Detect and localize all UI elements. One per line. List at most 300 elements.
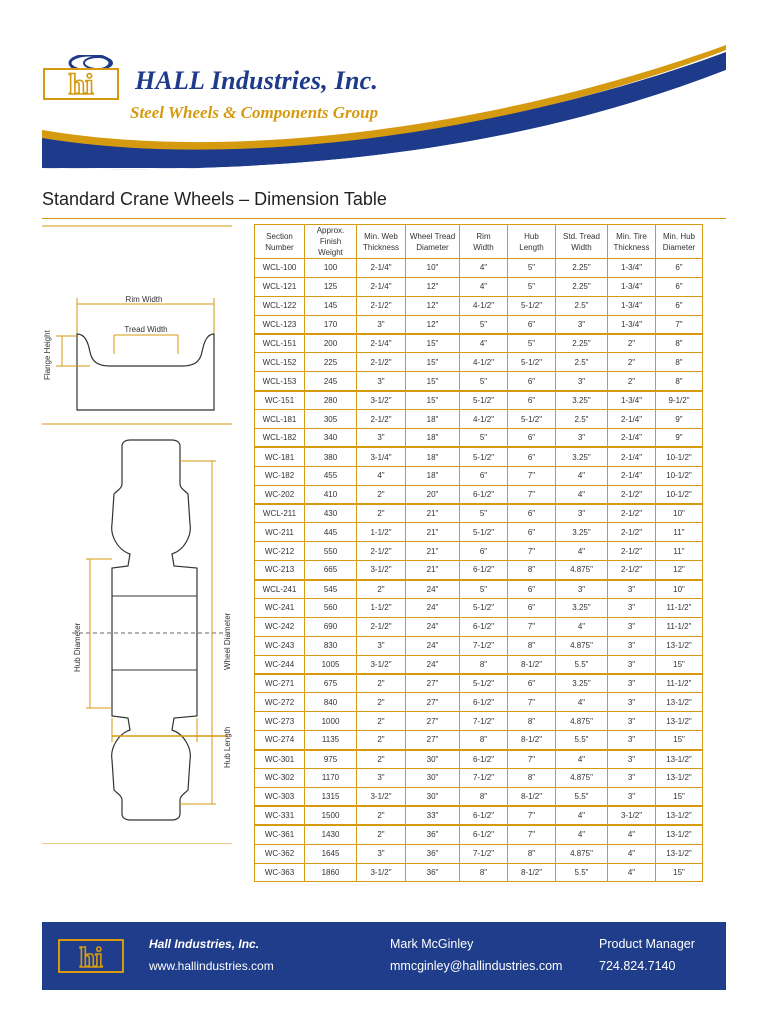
table-cell: 2"	[357, 693, 406, 712]
table-row	[255, 825, 703, 844]
column-header-line: Diameter	[662, 242, 696, 252]
table-row	[255, 410, 703, 429]
table-cell: 8"	[508, 712, 556, 731]
table-cell: 11"	[656, 523, 703, 542]
table-cell: 4"	[556, 617, 608, 636]
table-cell: 975	[305, 750, 357, 769]
table-cell: 830	[305, 636, 357, 655]
table-cell: 18"	[406, 429, 460, 448]
table-cell: 36"	[406, 844, 460, 863]
table-cell: 2-1/4"	[608, 410, 656, 429]
table-cell: 2-1/4"	[608, 447, 656, 466]
table-cell: 545	[305, 580, 357, 599]
table-cell: 4.875"	[556, 844, 608, 863]
table-cell: 24"	[406, 599, 460, 618]
table-cell: 6"	[656, 277, 703, 296]
table-cell: 6"	[508, 523, 556, 542]
table-cell: 6-1/2"	[460, 750, 508, 769]
table-cell: 2.5"	[556, 410, 608, 429]
tread-width-label: Tread Width	[124, 325, 168, 334]
table-cell: 225	[305, 353, 357, 372]
table-cell: 2-1/4"	[608, 429, 656, 448]
table-cell: 9"	[656, 429, 703, 448]
table-cell: 3-1/2"	[357, 561, 406, 580]
table-cell: 15"	[406, 372, 460, 391]
table-cell: 3.25"	[556, 599, 608, 618]
table-cell: 27"	[406, 731, 460, 750]
column-header-line: Width	[473, 242, 494, 252]
table-cell: 3"	[357, 636, 406, 655]
table-cell: 21"	[406, 504, 460, 523]
footer-logo	[58, 936, 124, 976]
table-cell: 4-1/2"	[460, 353, 508, 372]
table-cell: 13-1/2"	[656, 693, 703, 712]
table-row	[255, 259, 703, 278]
table-cell: 12"	[656, 561, 703, 580]
table-cell: 1430	[305, 825, 357, 844]
table-cell: 5"	[460, 504, 508, 523]
table-cell: WC-273	[255, 712, 305, 731]
table-cell: 3"	[608, 712, 656, 731]
table-cell: 5"	[508, 259, 556, 278]
table-row	[255, 485, 703, 504]
table-cell: 13-1/2"	[656, 825, 703, 844]
table-cell: 3-1/2"	[357, 787, 406, 806]
table-cell: 1-1/2"	[357, 599, 406, 618]
table-cell: 5"	[460, 315, 508, 334]
table-cell: 12"	[406, 315, 460, 334]
footer-company-name: Hall Industries, Inc.	[149, 937, 260, 951]
table-cell: 3"	[608, 599, 656, 618]
table-row	[255, 844, 703, 863]
page-title: Standard Crane Wheels – Dimension Table	[42, 189, 387, 209]
table-cell: 2-1/2"	[357, 353, 406, 372]
table-cell: 305	[305, 410, 357, 429]
column-header-line: Diameter	[416, 242, 449, 252]
table-cell: 9"	[656, 410, 703, 429]
table-cell: 4"	[556, 825, 608, 844]
table-cell: WC-242	[255, 617, 305, 636]
table-cell: 15"	[656, 655, 703, 674]
table-cell: 4.875"	[556, 561, 608, 580]
table-row	[255, 429, 703, 448]
table-cell: 3"	[357, 844, 406, 863]
table-cell: 5"	[460, 429, 508, 448]
table-cell: 4-1/2"	[460, 296, 508, 315]
table-cell: 3"	[556, 504, 608, 523]
table-cell: 7"	[508, 542, 556, 561]
table-cell: 340	[305, 429, 357, 448]
table-cell: WCL-123	[255, 315, 305, 334]
table-row	[255, 712, 703, 731]
column-header	[508, 225, 556, 259]
table-cell: 5-1/2"	[460, 447, 508, 466]
table-cell: 6-1/2"	[460, 806, 508, 825]
table-cell: 4"	[556, 542, 608, 561]
table-cell: 1315	[305, 787, 357, 806]
table-cell: 665	[305, 561, 357, 580]
footer-contact-role: Product Manager	[599, 937, 695, 951]
table-cell: 5-1/2"	[508, 353, 556, 372]
table-cell: WC-363	[255, 863, 305, 882]
table-cell: 6"	[656, 296, 703, 315]
table-cell: 10"	[656, 504, 703, 523]
table-cell: 3.25"	[556, 391, 608, 410]
table-cell: 8"	[508, 561, 556, 580]
column-header-line: Width	[571, 242, 592, 252]
table-row	[255, 315, 703, 334]
table-cell: 3"	[357, 372, 406, 391]
table-cell: 1170	[305, 769, 357, 788]
table-cell: 2"	[357, 674, 406, 693]
table-cell: 11-1/2"	[656, 674, 703, 693]
table-cell: 6"	[656, 259, 703, 278]
table-cell: 5.5"	[556, 787, 608, 806]
table-cell: 18"	[406, 466, 460, 485]
table-cell: 3"	[357, 315, 406, 334]
table-cell: 7-1/2"	[460, 712, 508, 731]
table-cell: 13-1/2"	[656, 636, 703, 655]
table-cell: 1005	[305, 655, 357, 674]
table-cell: WC-212	[255, 542, 305, 561]
table-cell: 2.25"	[556, 334, 608, 353]
table-cell: 840	[305, 693, 357, 712]
table-cell: 2"	[357, 806, 406, 825]
table-cell: 1-3/4"	[608, 391, 656, 410]
table-cell: 445	[305, 523, 357, 542]
table-row	[255, 561, 703, 580]
table-cell: 3-1/2"	[357, 655, 406, 674]
table-cell: 2-1/2"	[357, 410, 406, 429]
column-header	[406, 225, 460, 259]
table-cell: WC-271	[255, 674, 305, 693]
table-cell: 6"	[460, 542, 508, 561]
table-cell: 2-1/4"	[608, 466, 656, 485]
footer-contact-phone: 724.824.7140	[599, 959, 676, 973]
column-header-line: Hub	[524, 231, 539, 241]
table-cell: 4"	[556, 750, 608, 769]
table-cell: 3-1/4"	[357, 447, 406, 466]
table-row	[255, 353, 703, 372]
table-cell: 245	[305, 372, 357, 391]
table-cell: 4"	[556, 806, 608, 825]
table-cell: WC-274	[255, 731, 305, 750]
table-cell: 430	[305, 504, 357, 523]
company-name: HALL Industries, Inc.	[135, 66, 379, 95]
column-header-line: Finish Weight	[318, 237, 343, 257]
table-cell: 8-1/2"	[508, 787, 556, 806]
table-cell: 5-1/2"	[460, 391, 508, 410]
page-footer	[42, 922, 726, 990]
table-cell: 13-1/2"	[656, 806, 703, 825]
table-cell: 2-1/2"	[608, 523, 656, 542]
column-header	[460, 225, 508, 259]
table-cell: WC-213	[255, 561, 305, 580]
table-cell: 11-1/2"	[656, 599, 703, 618]
table-cell: 1-3/4"	[608, 259, 656, 278]
table-cell: 3"	[357, 429, 406, 448]
table-cell: 3"	[608, 750, 656, 769]
table-cell: 2"	[357, 580, 406, 599]
table-row	[255, 391, 703, 410]
table-cell: 2"	[608, 372, 656, 391]
column-header-line: Approx.	[316, 226, 345, 235]
column-header-line: Min. Hub	[662, 231, 695, 241]
table-cell: 8"	[508, 769, 556, 788]
table-cell: 675	[305, 674, 357, 693]
table-cell: 13-1/2"	[656, 750, 703, 769]
table-row	[255, 769, 703, 788]
table-cell: 2.25"	[556, 277, 608, 296]
table-cell: 4-1/2"	[460, 410, 508, 429]
table-cell: 21"	[406, 542, 460, 561]
table-cell: 4"	[460, 259, 508, 278]
table-cell: 560	[305, 599, 357, 618]
table-cell: 3-1/2"	[357, 391, 406, 410]
table-cell: 6"	[508, 599, 556, 618]
table-cell: WC-302	[255, 769, 305, 788]
table-cell: 3-1/2"	[357, 863, 406, 882]
table-row	[255, 447, 703, 466]
table-cell: 7-1/2"	[460, 844, 508, 863]
rim-cross-section	[77, 334, 214, 410]
table-cell: 2-1/4"	[357, 277, 406, 296]
column-header-line: Min. Web	[364, 231, 398, 241]
table-body	[255, 259, 703, 882]
table-cell: 5-1/2"	[508, 410, 556, 429]
table-row	[255, 504, 703, 523]
table-cell: 455	[305, 466, 357, 485]
table-row	[255, 296, 703, 315]
title-divider	[42, 218, 726, 219]
table-cell: 15"	[656, 863, 703, 882]
table-cell: 200	[305, 334, 357, 353]
table-cell: 2"	[608, 353, 656, 372]
column-header-line: Number	[265, 242, 294, 252]
table-cell: 4.875"	[556, 636, 608, 655]
table-cell: 2"	[357, 825, 406, 844]
table-cell: 145	[305, 296, 357, 315]
table-cell: 10"	[656, 580, 703, 599]
table-cell: 8"	[508, 844, 556, 863]
table-cell: WC-272	[255, 693, 305, 712]
table-cell: 2"	[357, 750, 406, 769]
table-cell: WC-243	[255, 636, 305, 655]
table-cell: 3"	[556, 315, 608, 334]
table-cell: 3"	[608, 617, 656, 636]
column-header	[357, 225, 406, 259]
dimension-table	[254, 224, 703, 882]
table-cell: 8"	[508, 636, 556, 655]
table-cell: WCL-100	[255, 259, 305, 278]
wheel-diagram	[42, 224, 247, 844]
table-cell: 6"	[508, 315, 556, 334]
column-header-line: Wheel Tread	[409, 231, 456, 241]
table-row	[255, 523, 703, 542]
table-cell: 4"	[556, 466, 608, 485]
column-header-line: Length	[519, 242, 544, 252]
table-cell: 27"	[406, 693, 460, 712]
page-header	[0, 0, 768, 175]
table-cell: 5-1/2"	[460, 523, 508, 542]
table-cell: 8"	[460, 863, 508, 882]
table-cell: 100	[305, 259, 357, 278]
table-cell: 380	[305, 447, 357, 466]
table-cell: 21"	[406, 523, 460, 542]
table-cell: 6"	[508, 674, 556, 693]
table-cell: 36"	[406, 825, 460, 844]
table-cell: 10-1/2"	[656, 447, 703, 466]
table-cell: WC-301	[255, 750, 305, 769]
table-cell: 15"	[656, 787, 703, 806]
table-row	[255, 334, 703, 353]
table-cell: 24"	[406, 655, 460, 674]
table-cell: 6"	[508, 447, 556, 466]
table-cell: 5"	[460, 580, 508, 599]
table-cell: 8-1/2"	[508, 731, 556, 750]
table-cell: 7"	[508, 466, 556, 485]
company-group-name: Steel Wheels & Components Group	[130, 103, 379, 122]
table-cell: 2-1/2"	[608, 561, 656, 580]
table-row	[255, 655, 703, 674]
table-cell: 280	[305, 391, 357, 410]
table-cell: 8"	[656, 372, 703, 391]
table-row	[255, 580, 703, 599]
table-cell: 7"	[508, 617, 556, 636]
table-cell: 5"	[460, 372, 508, 391]
table-cell: 5.5"	[556, 731, 608, 750]
svg-text:hi: hi	[68, 68, 94, 101]
table-cell: 2-1/4"	[357, 334, 406, 353]
table-cell: 3.25"	[556, 447, 608, 466]
table-cell: 2-1/2"	[357, 296, 406, 315]
table-cell: 8"	[460, 787, 508, 806]
table-cell: WC-181	[255, 447, 305, 466]
hub-diameter-label: Hub Diameter	[73, 622, 82, 672]
table-cell: 5-1/2"	[460, 599, 508, 618]
table-row	[255, 542, 703, 561]
table-cell: 5-1/2"	[508, 296, 556, 315]
table-cell: 3"	[608, 580, 656, 599]
table-cell: WCL-241	[255, 580, 305, 599]
table-cell: 15"	[406, 353, 460, 372]
table-cell: 10"	[406, 259, 460, 278]
table-cell: 7"	[508, 806, 556, 825]
table-cell: 6-1/2"	[460, 617, 508, 636]
table-cell: 3"	[608, 787, 656, 806]
column-header-line: Rim	[476, 231, 491, 241]
column-header-line: Thickness	[613, 242, 650, 252]
table-cell: 10-1/2"	[656, 466, 703, 485]
table-cell: 6-1/2"	[460, 485, 508, 504]
table-cell: 4"	[357, 466, 406, 485]
table-cell: 8"	[656, 353, 703, 372]
table-cell: 2-1/4"	[357, 259, 406, 278]
table-cell: 2"	[357, 485, 406, 504]
wheel-diameter-label: Wheel Diameter	[223, 612, 232, 670]
table-row	[255, 787, 703, 806]
table-cell: 1135	[305, 731, 357, 750]
table-cell: 2-1/2"	[357, 542, 406, 561]
table-row	[255, 277, 703, 296]
footer-website-link[interactable]: www.hallindustries.com	[149, 959, 274, 973]
table-cell: WCL-182	[255, 429, 305, 448]
rim-width-label: Rim Width	[125, 295, 163, 304]
table-cell: 2"	[357, 731, 406, 750]
table-cell: 170	[305, 315, 357, 334]
table-cell: 6"	[460, 466, 508, 485]
column-header	[305, 225, 357, 259]
table-cell: 3"	[357, 769, 406, 788]
flange-height-label: Flange Height	[43, 330, 52, 380]
table-cell: WC-362	[255, 844, 305, 863]
table-cell: WC-202	[255, 485, 305, 504]
table-cell: 18"	[406, 410, 460, 429]
table-cell: 11"	[656, 542, 703, 561]
table-cell: 2-1/2"	[357, 617, 406, 636]
table-cell: 4"	[556, 485, 608, 504]
table-cell: 24"	[406, 580, 460, 599]
table-cell: 4"	[608, 844, 656, 863]
table-cell: 2.5"	[556, 353, 608, 372]
table-cell: 8-1/2"	[508, 655, 556, 674]
footer-contact-email-link[interactable]: mmcginley@hallindustries.com	[390, 959, 563, 973]
table-cell: 30"	[406, 750, 460, 769]
table-cell: 11-1/2"	[656, 617, 703, 636]
table-cell: 2-1/2"	[608, 485, 656, 504]
table-cell: 3"	[556, 372, 608, 391]
table-row	[255, 636, 703, 655]
column-header-line: Min. Tire	[616, 231, 647, 241]
table-cell: 6-1/2"	[460, 693, 508, 712]
table-cell: 2-1/2"	[608, 504, 656, 523]
table-cell: 1-1/2"	[357, 523, 406, 542]
table-cell: 13-1/2"	[656, 712, 703, 731]
table-cell: 125	[305, 277, 357, 296]
table-cell: 3.25"	[556, 523, 608, 542]
table-cell: 2"	[357, 504, 406, 523]
table-cell: 2.25"	[556, 259, 608, 278]
table-cell: 24"	[406, 617, 460, 636]
table-cell: WC-151	[255, 391, 305, 410]
table-cell: 7"	[508, 693, 556, 712]
table-header-row	[255, 225, 703, 259]
table-cell: 7"	[508, 485, 556, 504]
table-cell: 7"	[656, 315, 703, 334]
table-cell: 4"	[608, 863, 656, 882]
table-cell: 27"	[406, 674, 460, 693]
table-cell: 1645	[305, 844, 357, 863]
table-cell: 2.5"	[556, 296, 608, 315]
table-cell: WC-303	[255, 787, 305, 806]
table-cell: 10-1/2"	[656, 485, 703, 504]
table-cell: 8"	[656, 334, 703, 353]
table-cell: 6-1/2"	[460, 825, 508, 844]
wheel-profile	[112, 440, 197, 820]
table-cell: WC-244	[255, 655, 305, 674]
table-cell: 2"	[608, 334, 656, 353]
table-cell: 7"	[508, 825, 556, 844]
table-cell: 3"	[608, 731, 656, 750]
table-cell: 4"	[460, 277, 508, 296]
table-cell: WCL-152	[255, 353, 305, 372]
table-cell: WCL-121	[255, 277, 305, 296]
table-row	[255, 617, 703, 636]
table-cell: 2-1/2"	[608, 542, 656, 561]
table-cell: 5"	[508, 334, 556, 353]
table-row	[255, 693, 703, 712]
table-cell: 1860	[305, 863, 357, 882]
